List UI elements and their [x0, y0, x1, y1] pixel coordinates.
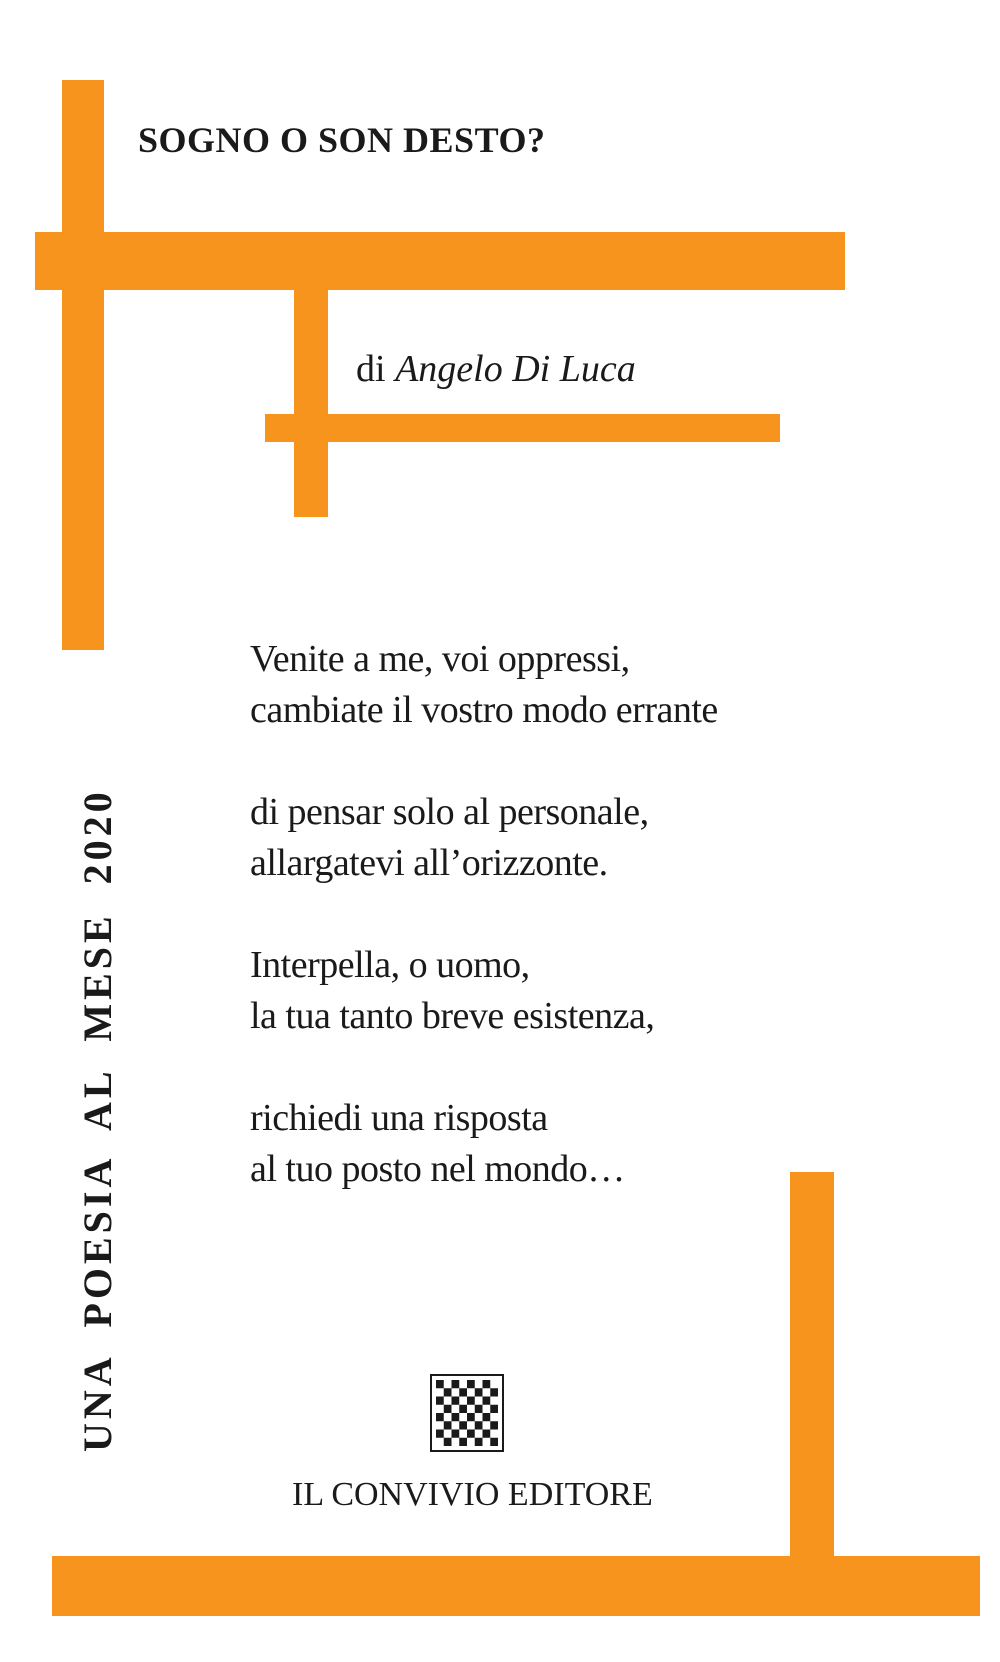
poem-stanza: [250, 940, 718, 1042]
checkerboard-logo-icon: [430, 1374, 504, 1452]
checker-square: [436, 1380, 444, 1388]
poem-line: la tua tanto breve esistenza,: [250, 995, 655, 1037]
checker-square: [483, 1397, 491, 1405]
checker-square: [490, 1405, 498, 1413]
page-title: SOGNO O SON DESTO?: [138, 120, 546, 160]
checker-square: [475, 1405, 483, 1413]
checker-square: [483, 1380, 491, 1388]
byline-prefix: di: [356, 348, 386, 390]
poem-line: allargatevi all’orizzonte.: [250, 842, 608, 884]
checker-square: [467, 1413, 475, 1421]
checker-square: [444, 1438, 452, 1446]
checker-square: [490, 1438, 498, 1446]
orange-horizontal-bar-middle: [265, 414, 780, 442]
checker-square: [452, 1430, 460, 1438]
checker-square: [452, 1380, 460, 1388]
checker-square: [490, 1388, 498, 1396]
orange-vertical-bar-right: [790, 1172, 834, 1556]
poem-line: Interpella, o uomo,: [250, 944, 530, 986]
orange-vertical-bar-left: [62, 80, 104, 650]
checker-square: [452, 1397, 460, 1405]
checker-square: [490, 1421, 498, 1429]
checker-square: [459, 1388, 467, 1396]
poem-stanza: [250, 787, 718, 889]
checker-square: [483, 1413, 491, 1421]
publisher-name: IL CONVIVIO EDITORE: [292, 1476, 653, 1513]
poem: [250, 634, 718, 1246]
author-name: Angelo Di Luca: [395, 348, 636, 390]
poem-line: al tuo posto nel mondo…: [250, 1148, 625, 1190]
poem-line: Venite a me, voi oppressi,: [250, 638, 630, 680]
checkerboard-icon: [436, 1380, 498, 1446]
checker-square: [475, 1438, 483, 1446]
checker-square: [459, 1405, 467, 1413]
poem-stanza: [250, 1093, 718, 1195]
checker-square: [459, 1421, 467, 1429]
byline: [356, 350, 636, 388]
checker-square: [436, 1397, 444, 1405]
checker-square: [436, 1413, 444, 1421]
checker-square: [444, 1388, 452, 1396]
checker-square: [483, 1430, 491, 1438]
checker-square: [436, 1430, 444, 1438]
checker-square: [444, 1421, 452, 1429]
poem-line: di pensar solo al personale,: [250, 791, 649, 833]
checker-square: [452, 1413, 460, 1421]
orange-horizontal-bar-bottom: [52, 1556, 980, 1616]
checker-square: [475, 1388, 483, 1396]
checker-square: [467, 1380, 475, 1388]
checker-square: [467, 1430, 475, 1438]
poem-line: cambiate il vostro modo errante: [250, 689, 718, 731]
checker-square: [444, 1405, 452, 1413]
poem-stanza: [250, 634, 718, 736]
orange-vertical-bar-center: [294, 290, 328, 517]
checker-square: [475, 1421, 483, 1429]
poem-line: richiedi una risposta: [250, 1097, 548, 1139]
checker-square: [459, 1438, 467, 1446]
checker-square: [467, 1397, 475, 1405]
series-title-vertical: UNA POESIA AL MESE 2020: [75, 788, 120, 1452]
orange-horizontal-bar-top: [35, 232, 845, 290]
